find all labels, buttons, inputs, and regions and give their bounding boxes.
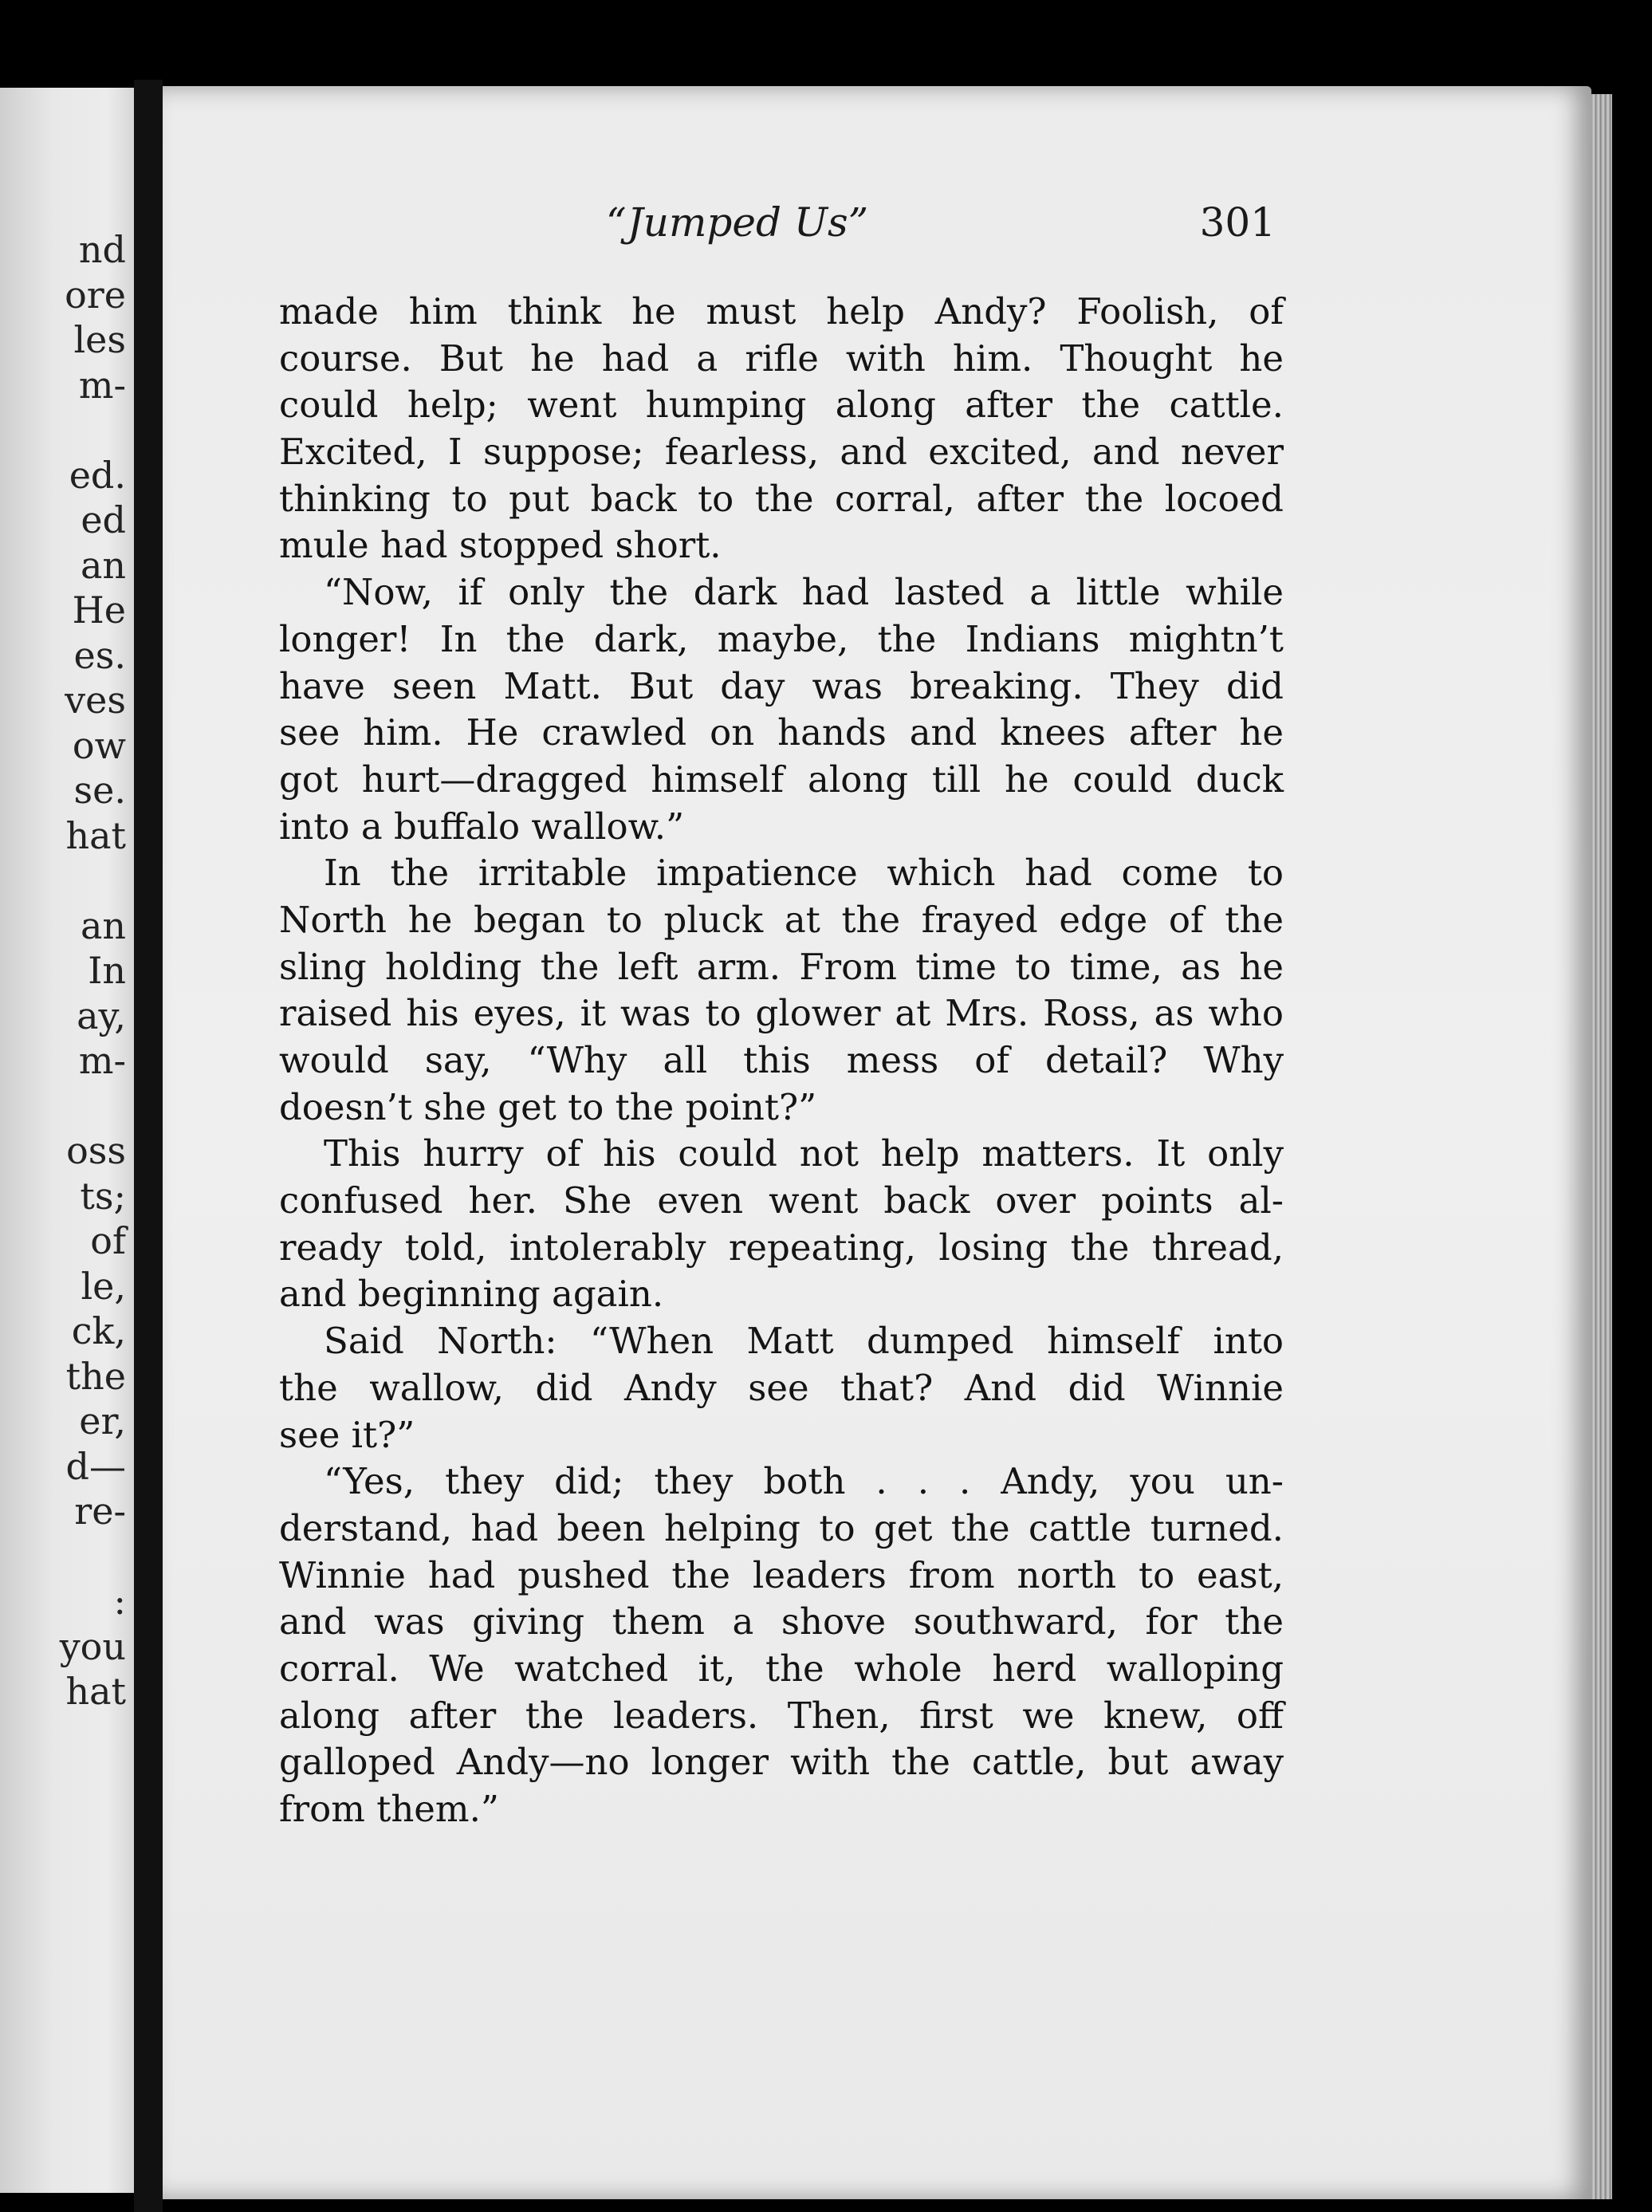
text-line: see him. He crawled on hands and knees after he [279, 711, 1284, 754]
running-title: “Jumped Us” [606, 199, 869, 246]
text-line: corral. We watched it, the whole herd walloping [279, 1647, 1284, 1690]
previous-page-fragment: you [59, 1624, 126, 1668]
running-head [446, 199, 1276, 263]
text-line: Winnie had pushed the leaders from north to east, [279, 1553, 1284, 1596]
previous-page-fragment: ow [72, 723, 126, 767]
text-line: have seen Matt. But day was breaking. They did [279, 664, 1284, 707]
text-line: galloped Andy—no longer with the cattle, but away [279, 1741, 1284, 1784]
previous-page-fragment: ves [65, 679, 126, 722]
text-line: from them.” [279, 1788, 499, 1830]
text-line: sling holding the left arm. From time to time, as he [279, 945, 1284, 988]
previous-page-fragment: les [73, 318, 126, 361]
body-text [279, 289, 1284, 1833]
book-gutter [134, 80, 163, 2212]
text-line: would say, “Why all this mess of detail? Why [279, 1039, 1284, 1081]
previous-page-fragment: oss [66, 1129, 126, 1172]
text-line: see it?” [279, 1413, 415, 1456]
previous-page-fragment: le, [81, 1264, 126, 1308]
previous-page-edge [0, 88, 134, 2193]
text-line: into a buffalo wallow.” [279, 805, 685, 848]
text-line: along after the leaders. Then, first we knew, off [279, 1694, 1284, 1737]
text-line: ready told, intolerably repeating, losing the thread, [279, 1226, 1284, 1269]
previous-page-fragment: an [80, 903, 126, 947]
text-line: derstand, had been helping to get the cattle turned. [279, 1506, 1284, 1549]
previous-page-fragment: es. [73, 633, 126, 677]
page-number: 301 [1199, 199, 1276, 246]
text-line: could help; went humping along after the cattle. [279, 384, 1284, 427]
previous-page-fragment: d— [65, 1444, 126, 1488]
text-line: made him think he must help Andy? Foolish, of [279, 290, 1284, 333]
previous-page-fragment: ed [81, 498, 126, 541]
previous-page-fragment: m- [78, 1039, 126, 1082]
previous-page-fragment: ore [65, 273, 126, 317]
text-line: the wallow, did Andy see that? And did Winnie [279, 1366, 1284, 1409]
text-line: “Now, if only the dark had lasted a little while [324, 571, 1284, 614]
text-line: course. But he had a rifle with him. Thought he [279, 337, 1284, 380]
previous-page-fragment: hat [65, 813, 126, 857]
text-line: got hurt—dragged himself along till he could duck [279, 758, 1284, 801]
text-line: This hurry of his could not help matters. It only [324, 1132, 1284, 1175]
previous-page-fragment: In [88, 949, 126, 992]
text-line: raised his eyes, it was to glower at Mrs. Ross, as who [279, 992, 1284, 1035]
text-line: Said North: “When Matt dumped himself into [324, 1320, 1284, 1363]
previous-page-fragment: the [65, 1354, 126, 1398]
page-edge-stack [1591, 94, 1612, 2199]
text-line: “Yes, they did; they both . . . Andy, you un- [324, 1460, 1284, 1503]
previous-page-fragment: er, [79, 1399, 126, 1443]
previous-page-fragment: hat [65, 1670, 126, 1713]
text-line: doesn’t she get to the point?” [279, 1085, 817, 1128]
previous-page-fragment: ed. [69, 453, 126, 497]
text-line: longer! In the dark, maybe, the Indians mightn’t [279, 617, 1284, 660]
previous-page-fragment: He [72, 588, 126, 632]
previous-page-fragment: se. [73, 769, 126, 812]
previous-page-fragment: an [80, 543, 126, 587]
previous-page-fragment: : [113, 1580, 126, 1623]
text-line: Excited, I suppose; fearless, and excited, and never [279, 431, 1284, 474]
text-line: thinking to put back to the corral, after the locoed [279, 477, 1284, 520]
previous-page-fragment: ay, [77, 994, 126, 1037]
text-line: and beginning again. [279, 1273, 664, 1316]
text-line: In the irritable impatience which had come to [324, 852, 1284, 895]
previous-page-fragment: ck, [71, 1309, 126, 1352]
previous-page-fragment: ts; [80, 1174, 126, 1218]
text-line: mule had stopped short. [279, 524, 722, 567]
previous-page-fragment: nd [78, 228, 126, 271]
text-line: North he began to pluck at the frayed edge of the [279, 898, 1284, 941]
text-line: confused her. She even went back over points al- [279, 1179, 1284, 1222]
previous-page-fragment: of [90, 1219, 126, 1262]
text-line: and was giving them a shove southward, for the [279, 1600, 1284, 1643]
previous-page-fragment: re- [74, 1490, 126, 1533]
previous-page-fragment: m- [78, 363, 126, 407]
